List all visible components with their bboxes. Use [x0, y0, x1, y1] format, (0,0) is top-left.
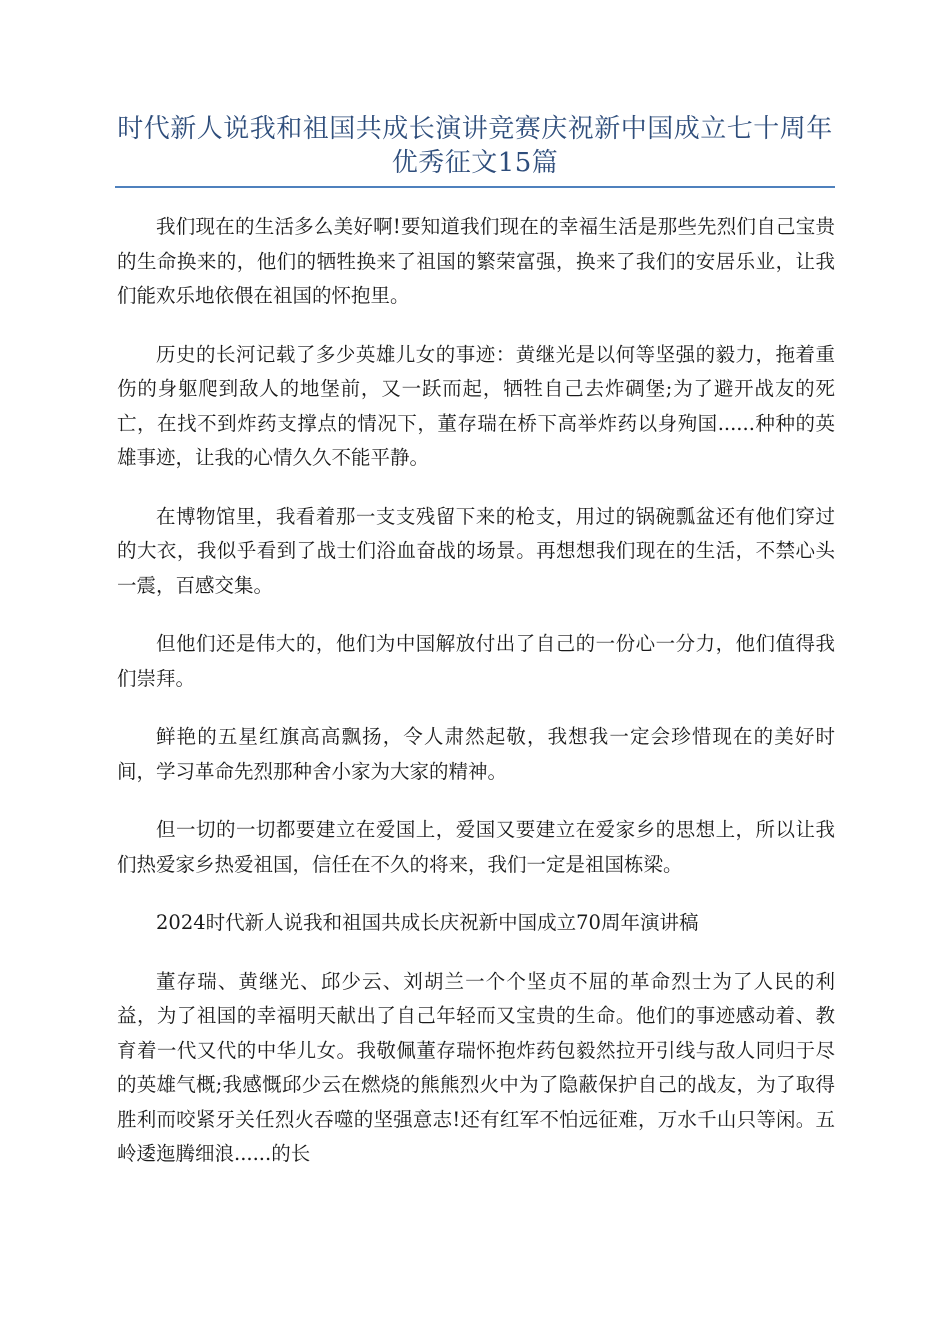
paragraph: 我们现在的生活多么美好啊!要知道我们现在的幸福生活是那些先烈们自己宝贵的生命换来的，他们的牺牲换来了祖国的繁荣富强，换来了我们的安居乐业，让我们能欢乐地依偎在祖国的怀抱里。 [117, 215, 835, 307]
paragraph: 历史的长河记载了多少英雄儿女的事迹：黄继光是以何等坚强的毅力，拖着重伤的身躯爬到敌人的地堡前，又一跃而起，牺牲自己去炸碉堡;为了避开战友的死亡，在找不到炸药支撑点的情况下，董存瑞在桥下高举炸药以身殉国......种种的英雄事迹，让我的心情久久不能平静。 [117, 342, 835, 469]
paragraph: 鲜艳的五星红旗高高飘扬，令人肃然起敬，我想我一定会珍惜现在的美好时间，学习革命先烈那种舍小家为大家的精神。 [117, 725, 835, 783]
section-heading: 2024时代新人说我和祖国共成长庆祝新中国成立70周年演讲稿 [156, 911, 699, 934]
title-underline [115, 186, 835, 188]
paragraph: 在博物馆里，我看着那一支支残留下来的枪支，用过的锅碗瓢盆还有他们穿过的大衣，我似乎看到了战士们浴血奋战的场景。再想想我们现在的生活，不禁心头一震，百感交集。 [117, 504, 835, 597]
paragraph: 但他们还是伟大的，他们为中国解放付出了自己的一份心一分力，他们值得我们崇拜。 [117, 632, 835, 690]
paragraph: 董存瑞、黄继光、邱少云、刘胡兰一个个坚贞不屈的革命烈士为了人民的利益，为了祖国的幸福明天献出了自己年轻而又宝贵的生命。他们的事迹感动着、教育着一代又代的中华儿女。我敬佩董存瑞怀抱炸药包毅然拉开引线与敌人同归于尽的英雄气概;我感慨邱少云在燃烧的熊熊烈火中为了隐蔽保护自己的战友，为了取得胜利而咬紧牙关任烈火吞噬的坚强意志!还有红军不怕远征难，万水千山只等闲。五岭逶迤腾细浪......的长 [117, 969, 835, 1165]
document-title: 时代新人说我和祖国共成长演讲竞赛庆祝新中国成立七十周年优秀征文15篇 [117, 114, 833, 178]
paragraph: 但一切的一切都要建立在爱国上，爱国又要建立在爱家乡的思想上，所以让我们热爱家乡热爱祖国，信任在不久的将来，我们一定是祖国栋梁。 [117, 818, 835, 876]
document-body [117, 210, 835, 1172]
